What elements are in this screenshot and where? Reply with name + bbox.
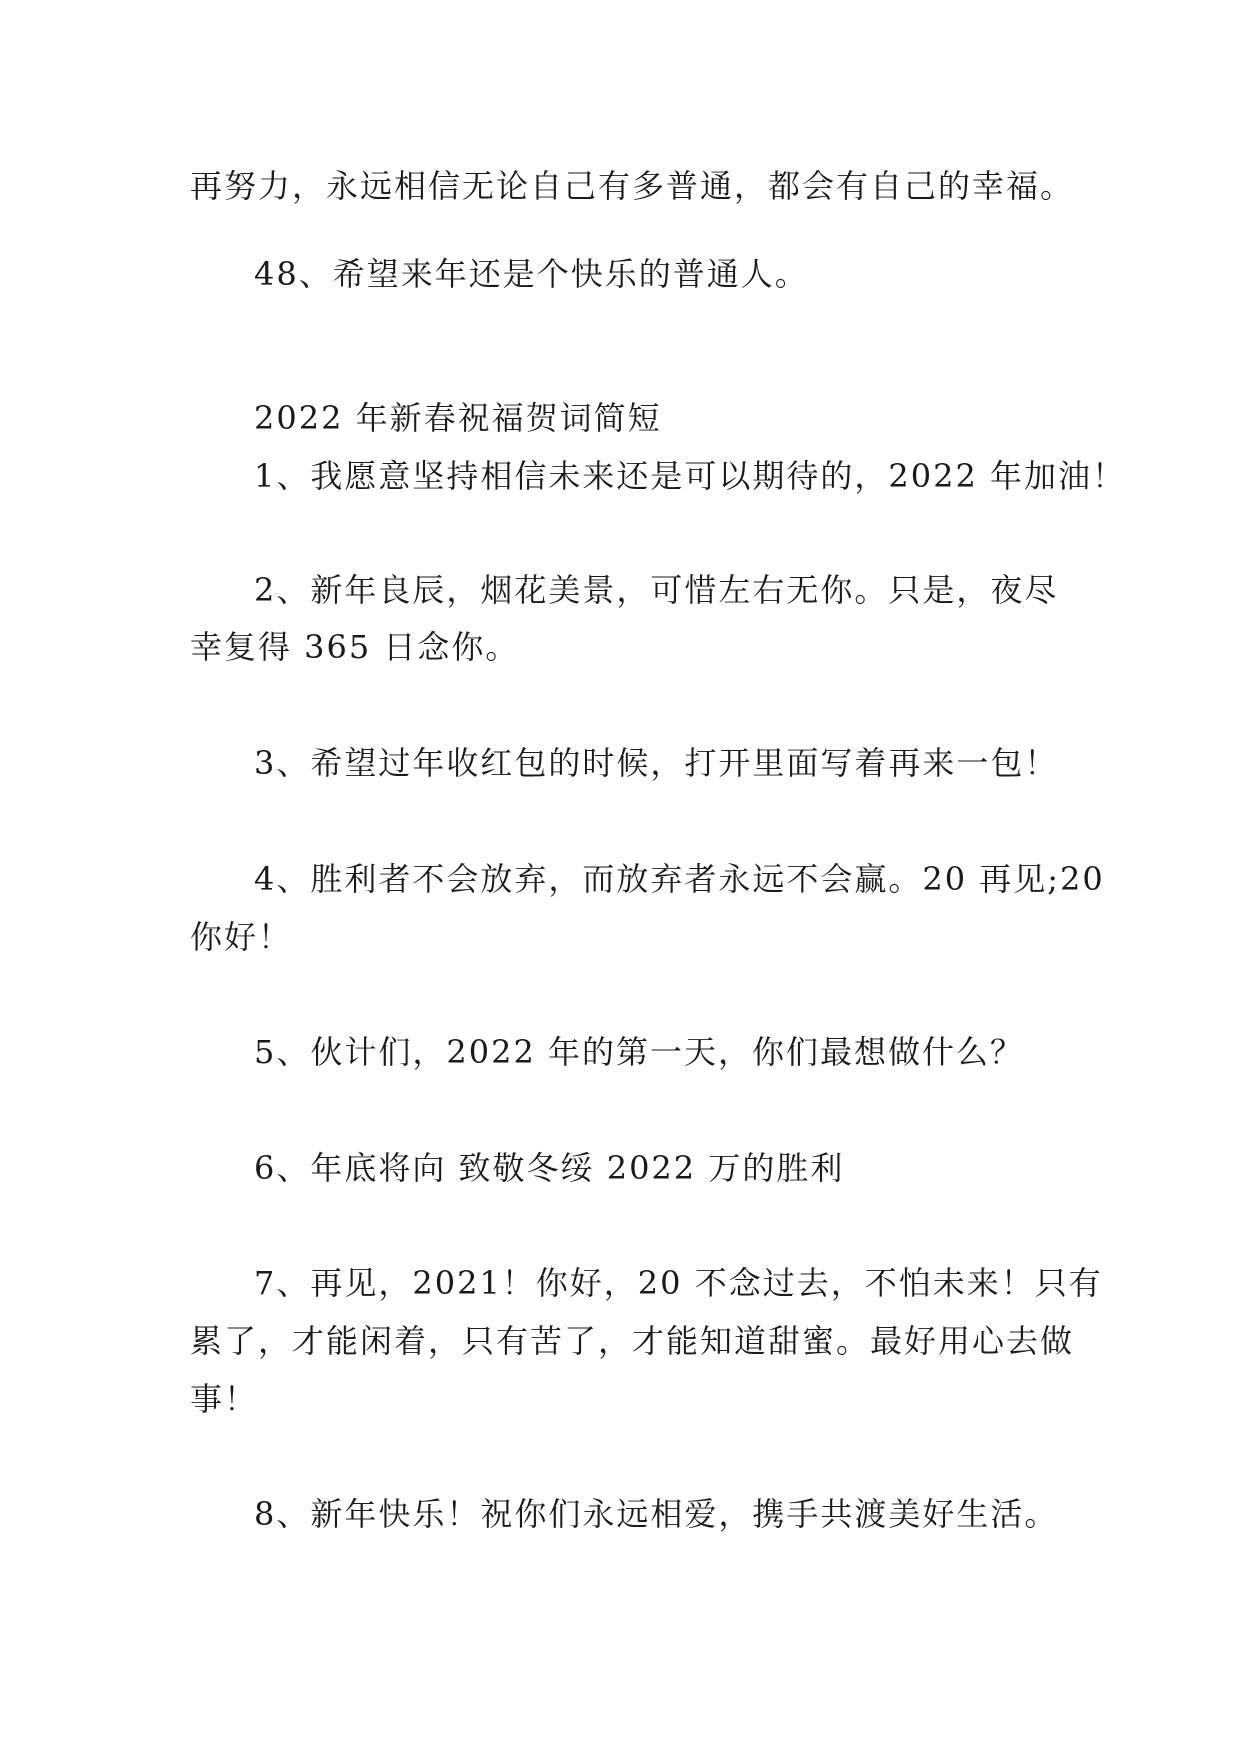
paragraph-line: 6、年底将向 致敬冬绥 2022 万的胜利 [254,1149,845,1187]
section-heading: 2022 年新春祝福贺词简短 [254,399,662,437]
paragraph-line: 5、伙计们，2022 年的第一天，你们最想做什么？ [254,1033,1024,1071]
paragraph-line: 8、新年快乐！祝你们永远相爱，携手共渡美好生活。 [254,1495,1059,1533]
paragraph-line: 4、胜利者不会放弃，而放弃者永远不会赢。20 再见;20 [254,860,1105,898]
paragraph-line: 累了，才能闲着，只有苦了，才能知道甜蜜。最好用心去做 [190,1322,1075,1360]
paragraph-line: 3、希望过年收红包的时候，打开里面写着再来一包！ [254,744,1059,782]
paragraph-line: 2、新年良辰，烟花美景，可惜左右无你。只是，夜尽 [254,571,1059,609]
paragraph-line: 1、我愿意坚持相信未来还是可以期待的，2022 年加油！ [254,457,1126,495]
paragraph-line: 事！ [190,1380,259,1418]
paragraph-line: 再努力，永远相信无论自己有多普通，都会有自己的幸福。 [190,167,1075,205]
paragraph-line: 48、希望来年还是个快乐的普通人。 [254,255,809,293]
paragraph-line: 幸复得 365 日念你。 [190,628,520,666]
paragraph-line: 你好！ [190,918,293,956]
paragraph-line: 7、再见，2021！你好，20 不念过去，不怕未来！只有 [254,1264,1103,1302]
